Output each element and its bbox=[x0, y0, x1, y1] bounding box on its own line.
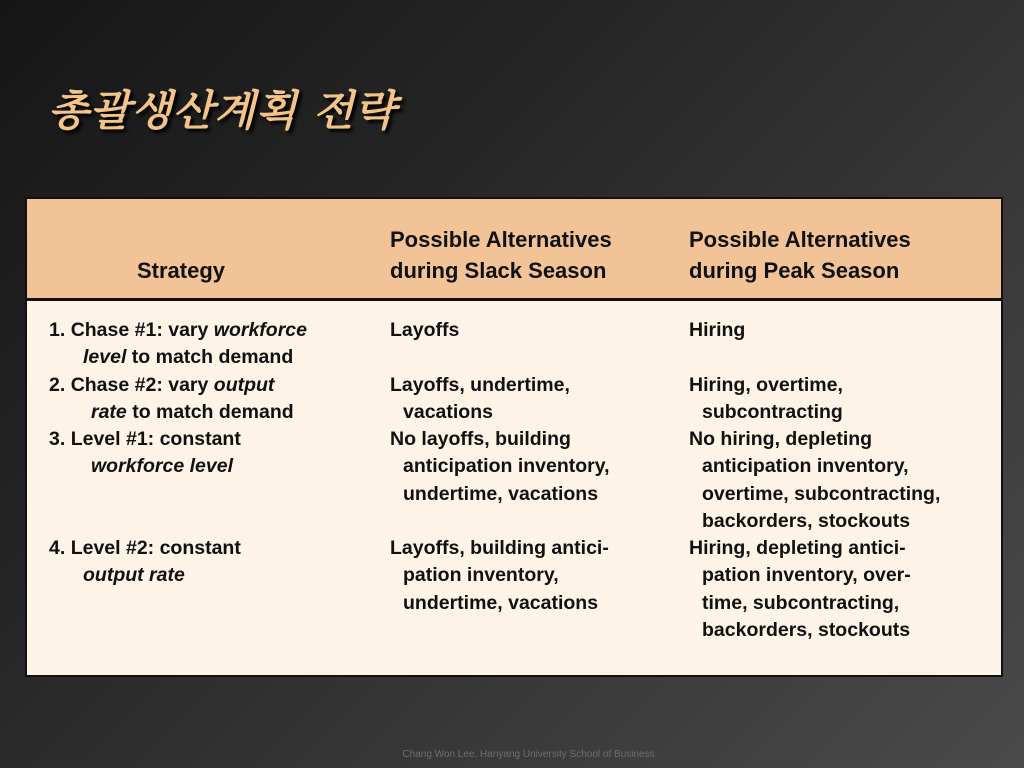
peak-cell-3 bbox=[689, 426, 940, 535]
slack-cell-3 bbox=[390, 426, 610, 508]
header-slack-line1: Possible Alternatives bbox=[390, 227, 612, 252]
strategy-number: 1. bbox=[49, 319, 66, 341]
strategy-number: 2. bbox=[49, 374, 66, 396]
strategy-line bbox=[49, 399, 294, 426]
strategy-number: 4. bbox=[49, 537, 66, 559]
peak-cell-2 bbox=[689, 372, 843, 427]
strategy-text: to match demand bbox=[126, 401, 294, 424]
strategy-line bbox=[49, 317, 307, 344]
strategy-text: to match demand bbox=[126, 346, 294, 369]
slack-cell-2 bbox=[390, 372, 570, 427]
header-strategy bbox=[137, 255, 225, 286]
strategy-text: Chase #2: vary bbox=[70, 374, 214, 396]
peak-line: anticipation inventory, bbox=[702, 455, 909, 478]
slack-line: vacations bbox=[403, 401, 493, 424]
peak-line: Hiring, overtime, bbox=[689, 374, 843, 396]
peak-line: overtime, subcontracting, bbox=[702, 482, 941, 505]
strategy-cell-3 bbox=[49, 426, 241, 481]
strategy-text: Level #1: constant bbox=[70, 428, 241, 450]
strategy-line bbox=[49, 562, 241, 589]
header-slack-line2: during Slack Season bbox=[390, 258, 607, 283]
strategy-line bbox=[49, 453, 241, 480]
slack-line: undertime, vacations bbox=[403, 482, 599, 505]
peak-line: backorders, stockouts bbox=[702, 509, 911, 532]
slack-line: Layoffs bbox=[390, 319, 460, 341]
strategy-emphasis: output bbox=[213, 374, 275, 396]
strategy-emphasis: workforce bbox=[213, 319, 307, 341]
strategy-line bbox=[49, 344, 307, 371]
strategy-emphasis: level bbox=[83, 346, 127, 369]
header-slack-season bbox=[390, 224, 612, 286]
slack-line: anticipation inventory, bbox=[403, 455, 610, 478]
strategy-emphasis: rate bbox=[91, 401, 127, 424]
header-peak-line1: Possible Alternatives bbox=[689, 227, 911, 252]
header-peak-season bbox=[689, 224, 911, 286]
strategy-line bbox=[49, 426, 241, 453]
peak-line: time, subcontracting, bbox=[702, 591, 900, 614]
footer-credit: Chang Won Lee, Hanyang University School of Business bbox=[402, 749, 655, 760]
peak-line: backorders, stockouts bbox=[702, 618, 911, 641]
header-strategy-label: Strategy bbox=[137, 258, 226, 283]
peak-cell-4 bbox=[689, 535, 911, 644]
slack-line: Layoffs, undertime, bbox=[390, 374, 570, 396]
strategy-cell-1 bbox=[49, 317, 307, 372]
strategy-line bbox=[49, 372, 294, 399]
peak-cell-1 bbox=[689, 317, 745, 344]
peak-line: Hiring bbox=[689, 319, 746, 341]
strategy-table bbox=[25, 197, 1003, 677]
strategy-text: Chase #1: vary bbox=[70, 319, 214, 341]
slack-line: pation inventory, bbox=[403, 564, 559, 587]
peak-line: Hiring, depleting antici- bbox=[689, 537, 906, 559]
strategy-emphasis: output rate bbox=[83, 564, 185, 587]
strategy-line bbox=[49, 535, 241, 562]
peak-line: pation inventory, over- bbox=[702, 564, 911, 587]
strategy-cell-2 bbox=[49, 372, 294, 427]
slack-cell-1 bbox=[390, 317, 459, 344]
slide-title: 총괄생산계획 전략 bbox=[48, 86, 397, 135]
slack-line: Layoffs, building antici- bbox=[390, 537, 609, 559]
strategy-text: Level #2: constant bbox=[70, 537, 241, 559]
slack-cell-4 bbox=[390, 535, 609, 617]
slack-line: undertime, vacations bbox=[403, 591, 599, 614]
peak-line: subcontracting bbox=[702, 401, 843, 424]
table-header bbox=[27, 199, 1001, 301]
strategy-cell-4 bbox=[49, 535, 241, 590]
strategy-emphasis: workforce level bbox=[91, 455, 233, 478]
header-peak-line2: during Peak Season bbox=[689, 258, 900, 283]
peak-line: No hiring, depleting bbox=[689, 428, 873, 450]
slack-line: No layoffs, building bbox=[390, 428, 571, 450]
strategy-number: 3. bbox=[49, 428, 66, 450]
